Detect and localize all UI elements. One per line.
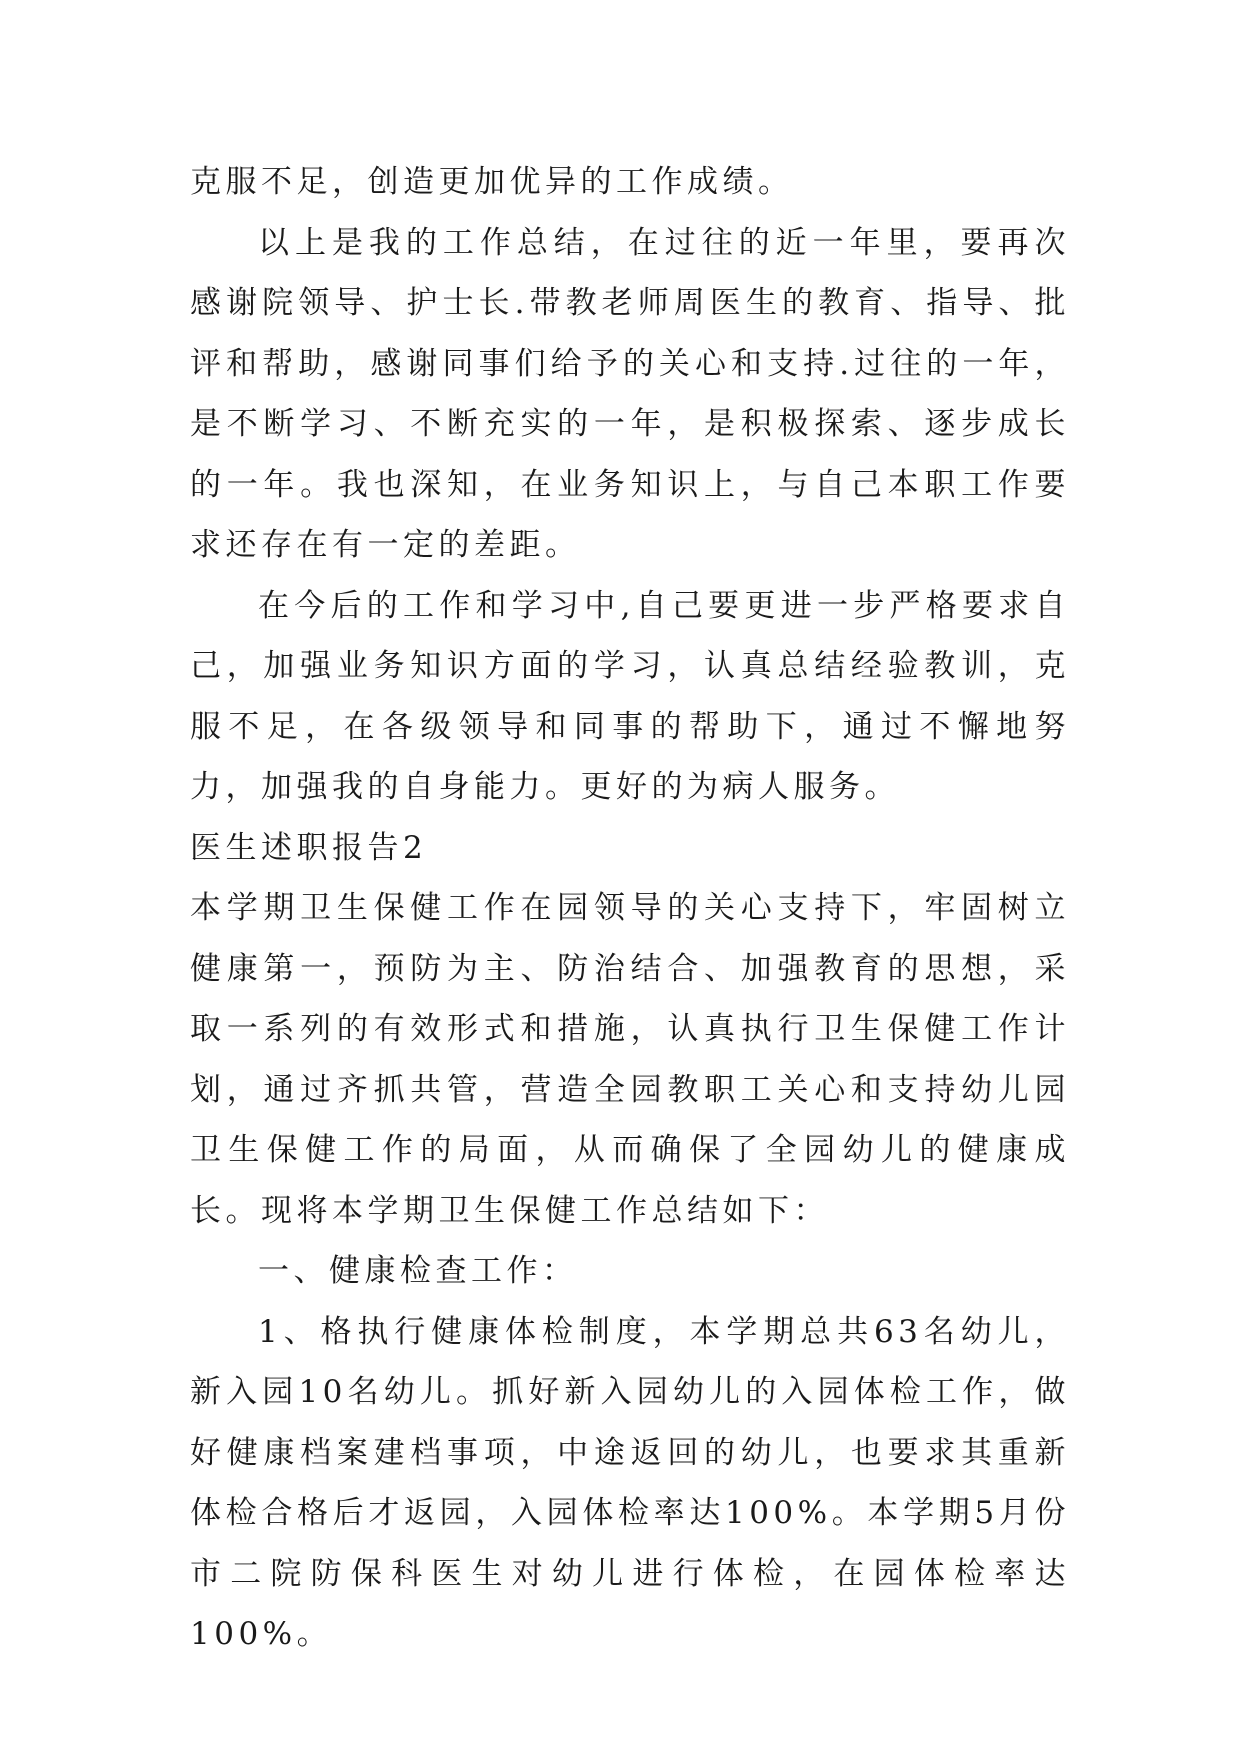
section-heading-report-2: 医生述职报告2 <box>190 829 428 866</box>
paragraph-health-work-intro: 本学期卫生保健工作在园领导的关心支持下，牢固树立健康第一，预防为主、防治结合、加强教育的思想，采取一系列的有效形式和措施，认真执行卫生保健工作计划，通过齐抓共管，营造全园教职工关心和支持幼儿园卫生保健工作的局面，从而确保了全园幼儿的健康成长。现将本学期卫生保健工作总结如下： <box>190 890 1070 1229</box>
paragraph-closing-line: 克服不足，创造更加优异的工作成绩。 <box>190 164 794 200</box>
paragraph-future-plan: 在今后的工作和学习中,自己要更进一步严格要求自己，加强业务知识方面的学习，认真总结经验教训，克服不足，在各级领导和同事的帮助下，通过不懈地努力，加强我的自身能力。更好的为病人服务。 <box>190 587 1070 805</box>
paragraph-gratitude: 以上是我的工作总结，在过往的近一年里，要再次感谢院领导、护士长.带教老师周医生的教育、指导、批评和帮助，感谢同事们给予的关心和支持.过往的一年，是不断学习、不断充实的一年，是积极探索、逐步成长的一年。我也深知，在业务知识上，与自己本职工作要求还存在有一定的差距。 <box>190 224 1070 563</box>
document-body <box>190 152 1070 1665</box>
subheading-health-check: 一、健康检查工作： <box>258 1253 578 1289</box>
paragraph-health-check-details: 1、格执行健康体检制度，本学期总共63名幼儿，新入园10名幼儿。抓好新入园幼儿的入园体检工作，做好健康档案建档事项，中途返回的幼儿，也要求其重新体检合格后才返园，入园体检率达100%。本学期5月份市二院防保科医生对幼儿进行体检，在园体检率达100%。 <box>190 1313 1070 1652</box>
